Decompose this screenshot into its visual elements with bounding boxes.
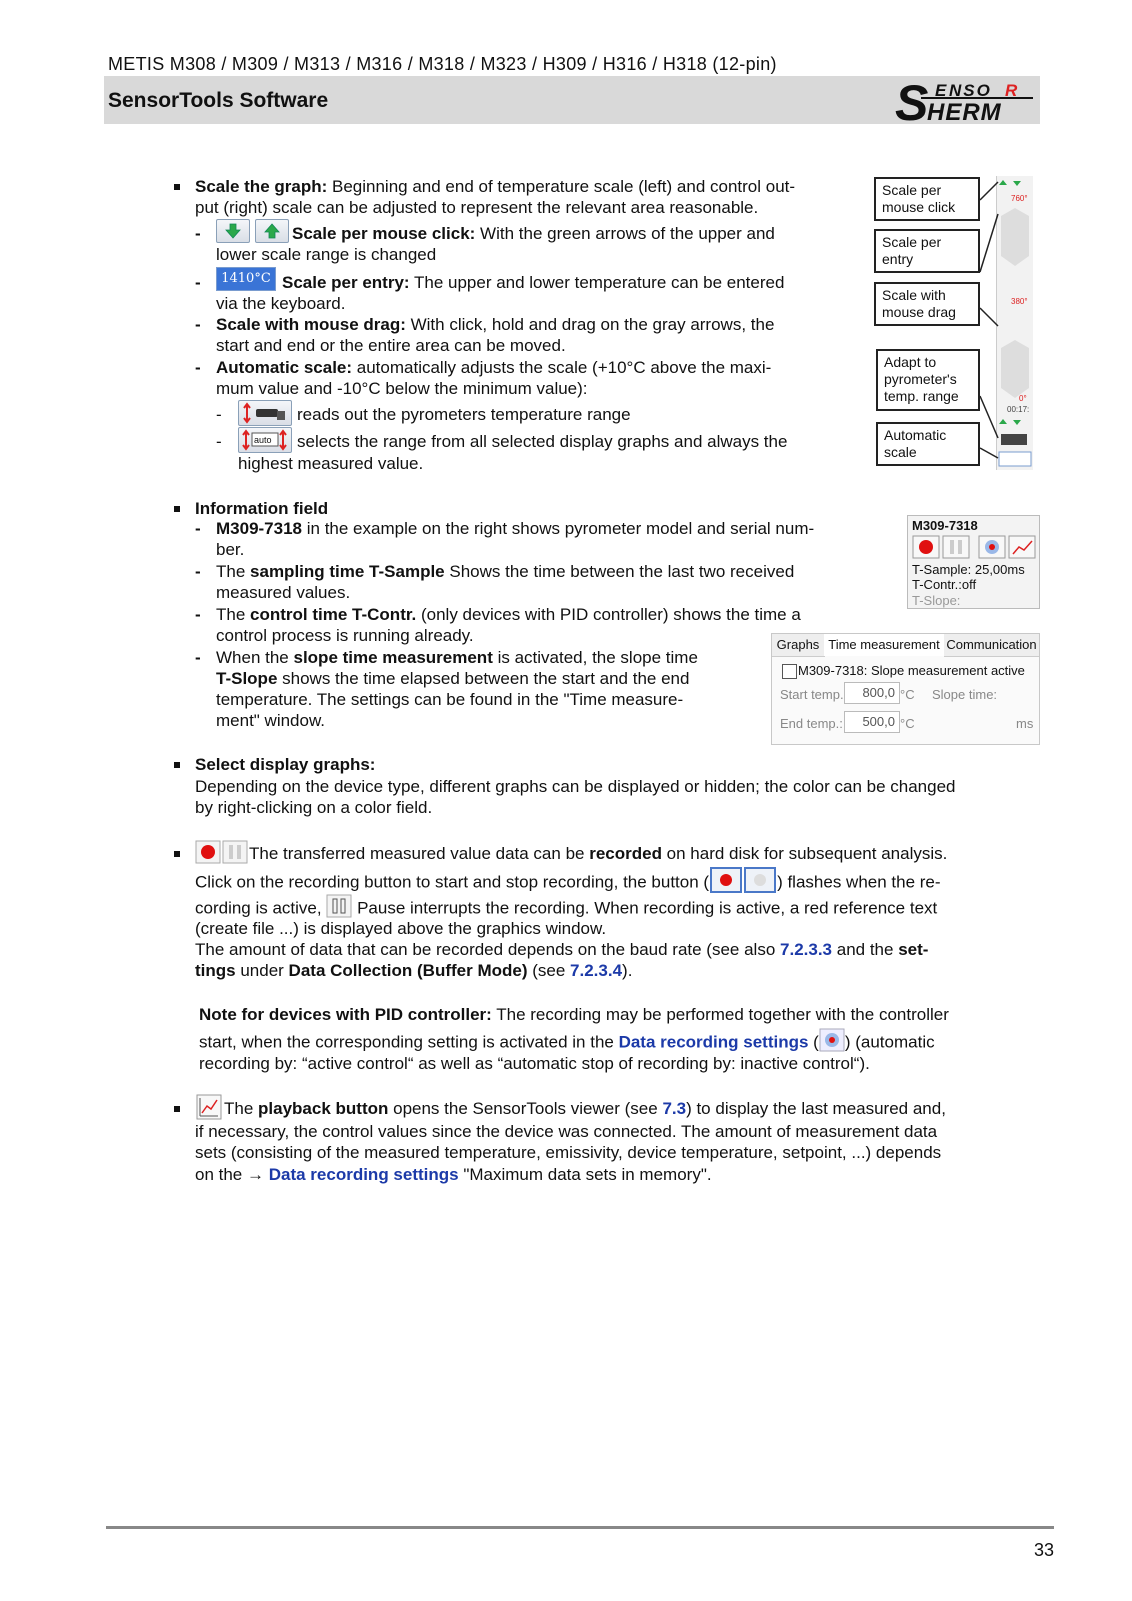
footer-rule <box>106 1526 1054 1529</box>
data-recording-settings-link-2[interactable]: Data recording settings <box>268 1165 459 1184</box>
info-sample-line1: The sampling time T-Sample Shows the time between the last two received <box>216 562 795 581</box>
callout-entry: Scale per entry <box>874 229 980 273</box>
arrow-down-button[interactable] <box>216 219 250 243</box>
bullet <box>174 506 180 512</box>
auto-all-button[interactable] <box>238 427 292 453</box>
svg-text:HERM: HERM <box>927 99 1002 124</box>
logo-s-glyph: S <box>895 76 929 124</box>
select-line1: Depending on the device type, different graphs can be displayed or hidden; the color can be changed <box>195 777 956 796</box>
callout-mouse-click: Scale per mouse click <box>874 177 980 221</box>
arrow-up-button[interactable] <box>255 219 289 243</box>
svg-text:auto: auto <box>254 435 272 445</box>
ref-7-2-3-4-link[interactable]: 7.2.3.4 <box>570 961 623 980</box>
select-line2: by right-clicking on a color field. <box>195 798 433 817</box>
auto-all-line2: highest measured value. <box>238 454 424 473</box>
bullet <box>174 762 180 768</box>
scale-drag-line2: start and end or the entire area can be moved. <box>216 336 566 355</box>
callout-arrows <box>978 176 1018 470</box>
arrow-right-icon: → <box>247 1165 269 1184</box>
ref-7-2-3-3-link[interactable]: 7.2.3.3 <box>780 940 833 959</box>
record-line3: cording is active, Pause interrupts the recording. When recording is active, a red reference text <box>195 894 937 924</box>
playback-line4: on the → Data recording settings "Maximum data sets in memory". <box>195 1165 712 1184</box>
scale-auto-line1: Automatic scale: automatically adjusts the scale (+10°C above the maxi- <box>216 358 772 377</box>
scale-auto-line2: mum value and -10°C below the minimum value): <box>216 379 588 398</box>
scale-intro-line1: Scale the graph: Beginning and end of temperature scale (left) and control out- <box>195 177 796 196</box>
record-line6: tings under Data Collection (Buffer Mode) (see 7.2.3.4). <box>195 961 633 980</box>
page-title: SensorTools Software <box>108 89 329 112</box>
info-heading: Information field <box>195 499 329 518</box>
record-line1: The transferred measured value data can be recorded on hard disk for subsequent analysis. <box>249 844 948 863</box>
svg-text:E: E <box>935 81 949 100</box>
record-line5: The amount of data that can be recorded depends on the baud rate (see also 7.2.3.3 and the set- <box>195 940 929 959</box>
info-model-line2: ber. <box>216 540 245 559</box>
scale-arrow-buttons <box>216 219 289 243</box>
tab-communication[interactable]: Communication <box>944 634 1039 657</box>
playback-line3: sets (consisting of the measured temperature, emissivity, device temperature, setpoint, ...) depends <box>195 1143 942 1162</box>
callout-automatic: Automatic scale <box>876 422 980 466</box>
tab-graphs[interactable]: Graphs <box>772 634 825 657</box>
data-recording-settings-link[interactable]: Data recording settings <box>618 1032 809 1052</box>
bullet <box>174 1106 180 1112</box>
note-line3: recording by: “active control“ as well as “automatic stop of recording by: inactive control“). <box>199 1054 870 1073</box>
info-panel-buttons <box>912 535 1036 564</box>
slope-checkbox[interactable] <box>782 664 797 679</box>
ref-7-3-link[interactable]: 7.3 <box>662 1099 687 1118</box>
info-contr-line1: The control time T-Contr. (only devices with PID controller) shows the time a <box>216 605 801 624</box>
bullet <box>174 184 180 190</box>
info-slope-line3: temperature. The settings can be found in the "Time measure- <box>216 690 684 709</box>
svg-text:380°: 380° <box>1011 297 1028 306</box>
page-number: 33 <box>1033 1540 1054 1560</box>
info-slope-line2: T-Slope shows the time elapsed between the start and the end <box>216 669 690 688</box>
time-measurement-panel: Graphs Time measurement Communication M309-7318: Slope measurement active Start temp. 800,0 °C Slope time: End temp.: 500,0 °C ms <box>771 633 1040 745</box>
select-heading: Select display graphs: <box>195 755 376 774</box>
auto-pyrometer-text: reads out the pyrometers temperature range <box>297 405 631 424</box>
svg-text:NSO: NSO <box>949 81 992 100</box>
info-panel: M309-7318 T-Sample: 25,00ms T-Contr.:off T-Slope: <box>907 515 1040 609</box>
info-contr-line2: control process is running already. <box>216 626 474 645</box>
note-line2: start, when the corresponding setting is activated in the Data recording settings ( ) (automatic <box>199 1028 935 1058</box>
record-line4: (create file ...) is displayed above the graphics window. <box>195 919 607 938</box>
scale-entry-line1: Scale per entry: The upper and lower temperature can be entered <box>282 273 785 292</box>
tab-time-measurement[interactable]: Time measurement <box>824 634 945 656</box>
bullet <box>174 851 180 857</box>
record-pause-icons <box>195 840 249 869</box>
playback-line2: if necessary, the control values since the device was connected. The amount of measurement data <box>195 1122 938 1141</box>
auto-pyrometer-button[interactable] <box>238 400 292 426</box>
svg-text:R: R <box>1005 81 1020 100</box>
svg-text:00:17:: 00:17: <box>1007 405 1030 414</box>
scale-mouse-click-line2: lower scale range is changed <box>216 245 437 264</box>
start-temp-input[interactable]: 800,0 <box>844 682 900 704</box>
scale-entry-line2: via the keyboard. <box>216 294 346 313</box>
header-models: METIS M308 / M309 / M313 / M316 / M318 / M323 / H309 / H316 / H318 (12-pin) <box>108 54 777 74</box>
scale-intro-line2: put (right) scale can be adjusted to represent the relevant area reasonable. <box>195 198 759 217</box>
sensortherm-logo <box>895 76 1055 124</box>
auto-all-line1: selects the range from all selected display graphs and always the <box>297 432 788 451</box>
callout-drag: Scale with mouse drag <box>874 282 980 326</box>
info-slope-line4: ment" window. <box>216 711 326 730</box>
info-sample-line2: measured values. <box>216 583 351 602</box>
scale-drag-line1: Scale with mouse drag: With click, hold and drag on the gray arrows, the <box>216 315 775 334</box>
callout-adapt: Adapt to pyrometer's temp. range <box>876 349 980 411</box>
playback-line1: The playback button opens the SensorTools viewer (see 7.3) to display the last measured and, <box>224 1099 946 1118</box>
svg-text:0°: 0° <box>1019 394 1027 403</box>
info-slope-line1: When the slope time measurement is activated, the slope time <box>216 648 698 667</box>
record-line2: Click on the recording button to start and stop recording, the button ( ) flashes when the re- <box>195 867 941 899</box>
note-line1: Note for devices with PID controller: The recording may be performed together with the controller <box>199 1005 949 1024</box>
scale-mouse-click-line1: Scale per mouse click: With the green arrows of the upper and <box>292 224 775 243</box>
scale-entry-field[interactable]: 1410°C <box>216 267 276 291</box>
info-model-line1: M309-7318 in the example on the right shows pyrometer model and serial num- <box>216 519 815 538</box>
svg-text:760°: 760° <box>1011 194 1028 203</box>
end-temp-input[interactable]: 500,0 <box>844 711 900 733</box>
